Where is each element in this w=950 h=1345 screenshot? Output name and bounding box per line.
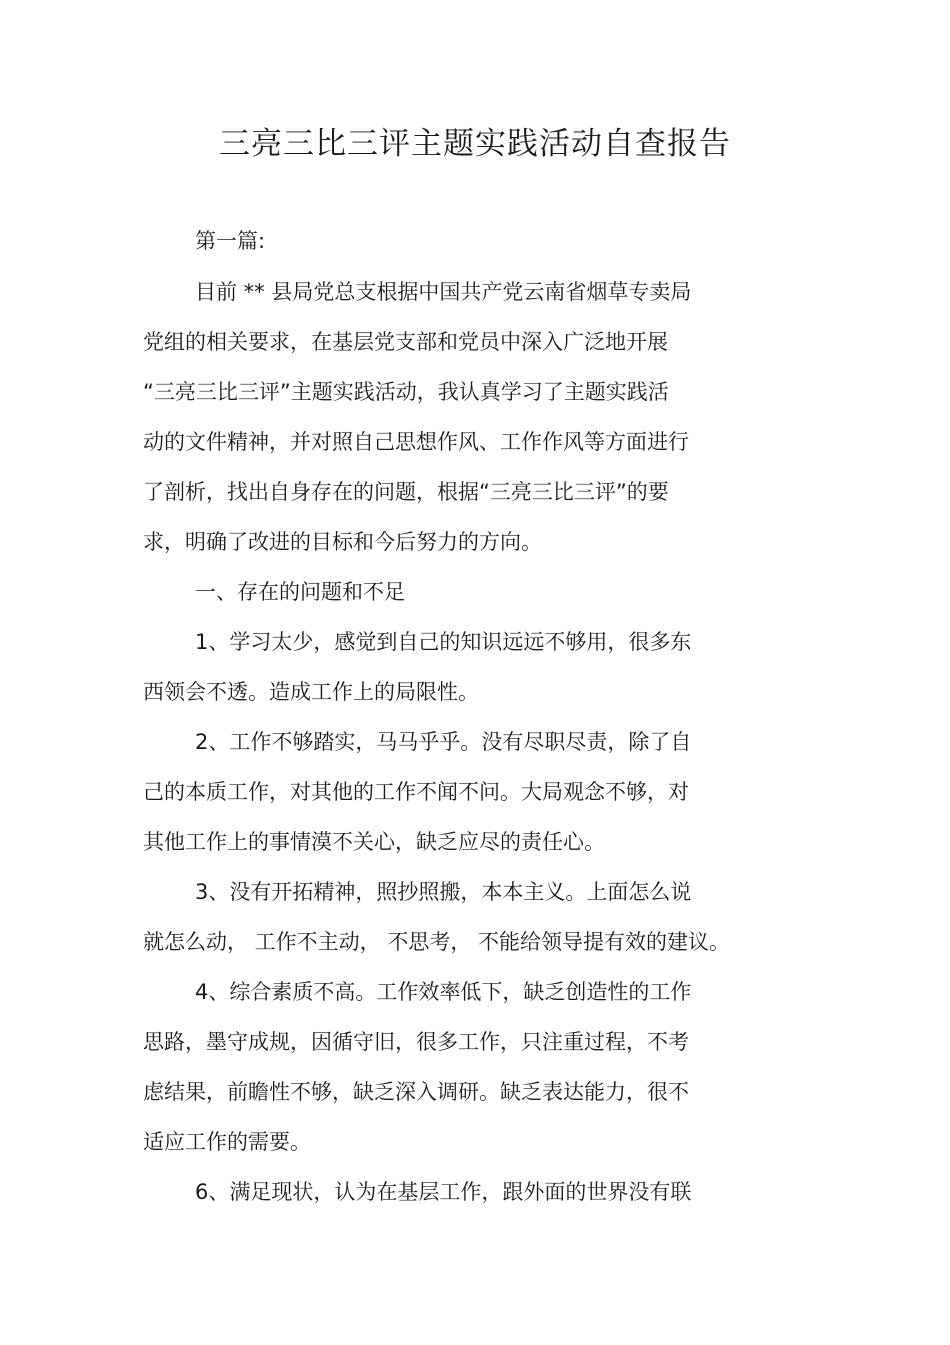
paragraph-line: 其他工作上的事情漠不关心，缺乏应尽的责任心。 (143, 830, 605, 854)
paragraph-line: 动的文件精神，并对照自己思想作风、工作作风等方面进行 (143, 430, 689, 454)
paragraph-line: 2、工作不够踏实，马马乎乎。没有尽职尽责，除了自 (195, 730, 692, 754)
paragraph-line: 适应工作的需要。 (143, 1130, 311, 1154)
page-title: 三亮三比三评主题实践活动自查报告 (219, 126, 731, 162)
paragraph-line: 3、没有开拓精神，照抄照搬，本本主义。上面怎么说 (195, 880, 692, 904)
paragraph-line: 第一篇: (195, 229, 266, 253)
paragraph-line: 求，明确了改进的目标和今后努力的方向。 (143, 530, 542, 554)
paragraph-line: 4、综合素质不高。工作效率低下，缺乏创造性的工作 (195, 980, 692, 1004)
paragraph-line: 一、存在的问题和不足 (195, 580, 405, 604)
paragraph-line: 就怎么动， 工作不主动， 不思考， 不能给领导提有效的建议。 (143, 930, 731, 954)
paragraph-line: 了剖析，找出自身存在的问题，根据“三亮三比三评”的要 (143, 480, 669, 504)
paragraph-line: 目前 ** 县局党总支根据中国共产党云南省烟草专卖局 (195, 280, 692, 304)
paragraph-line: 己的本质工作，对其他的工作不闻不问。大局观念不够，对 (143, 780, 689, 804)
paragraph-line: 党组的相关要求，在基层党支部和党员中深入广泛地开展 (143, 330, 668, 354)
paragraph-line: 1、学习太少，感觉到自己的知识远远不够用，很多东 (195, 630, 692, 654)
paragraph-line: 虑结果，前瞻性不够，缺乏深入调研。缺乏表达能力，很不 (143, 1080, 689, 1104)
paragraph-line: 6、满足现状，认为在基层工作，跟外面的世界没有联 (195, 1180, 692, 1204)
paragraph-line: 西领会不透。造成工作上的局限性。 (143, 680, 479, 704)
paragraph-line: “三亮三比三评”主题实践活动，我认真学习了主题实践活 (143, 380, 669, 404)
paragraph-line: 思路，墨守成规，因循守旧，很多工作，只注重过程，不考 (143, 1030, 689, 1054)
